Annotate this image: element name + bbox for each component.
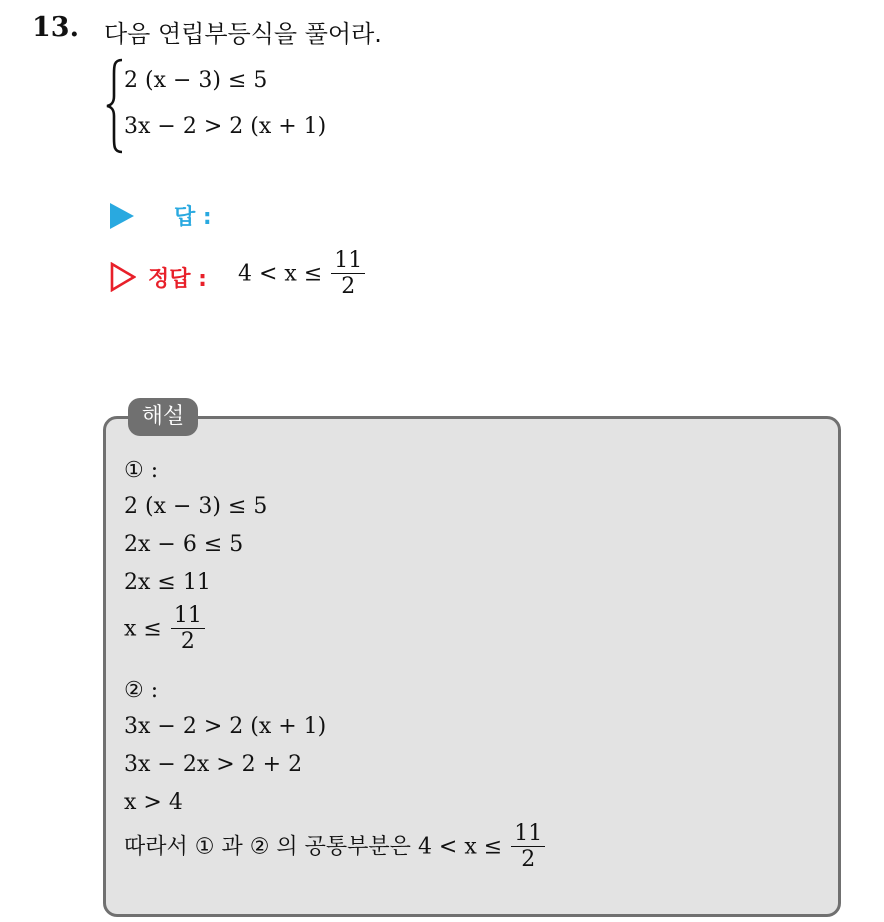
- system-line-1: 2 (x − 3) ≤ 5: [124, 68, 268, 93]
- correct-answer-arrow-icon: [110, 262, 136, 292]
- fraction-numerator: 11: [511, 822, 545, 847]
- fraction-denominator: 2: [180, 629, 195, 655]
- step2-line-2: 3x − 2x > 2 + 2: [124, 752, 303, 777]
- step1-label: ① :: [124, 458, 159, 483]
- conclusion: [124, 822, 547, 872]
- correct-answer-fraction: [331, 249, 365, 299]
- question-prompt: 다음 연립부등식을 풀어라.: [104, 20, 382, 48]
- conclusion-fraction: [511, 822, 545, 872]
- left-brace-icon: [104, 58, 126, 154]
- step1-final: [124, 604, 207, 654]
- step2-line-3: x > 4: [124, 790, 183, 815]
- fraction-denominator: 2: [521, 847, 536, 873]
- fraction-denominator: 2: [341, 274, 356, 300]
- answer-arrow-icon: [110, 203, 134, 229]
- question-number: 13.: [32, 12, 79, 43]
- solution-tag: 해설: [128, 398, 198, 436]
- step1-line-1: 2 (x − 3) ≤ 5: [124, 494, 268, 519]
- conclusion-text: 따라서 ① 과 ② 의 공통부분은: [124, 834, 411, 860]
- correct-answer-label: 정답 :: [148, 267, 207, 292]
- conclusion-prefix: 4 < x ≤: [417, 834, 503, 860]
- step1-final-prefix: x ≤: [124, 616, 162, 642]
- step1-final-fraction: [171, 604, 205, 654]
- step2-line-1: 3x − 2 > 2 (x + 1): [124, 714, 327, 739]
- step2-label: ② :: [124, 678, 159, 703]
- fraction-numerator: 11: [331, 249, 365, 274]
- system-line-2: 3x − 2 > 2 (x + 1): [124, 114, 327, 139]
- fraction-numerator: 11: [171, 604, 205, 629]
- step1-line-2: 2x − 6 ≤ 5: [124, 532, 244, 557]
- answer-label: 답 :: [174, 205, 212, 230]
- correct-answer-expression: [238, 249, 367, 299]
- correct-answer-prefix: 4 < x ≤: [238, 261, 323, 287]
- step1-line-3: 2x ≤ 11: [124, 570, 211, 595]
